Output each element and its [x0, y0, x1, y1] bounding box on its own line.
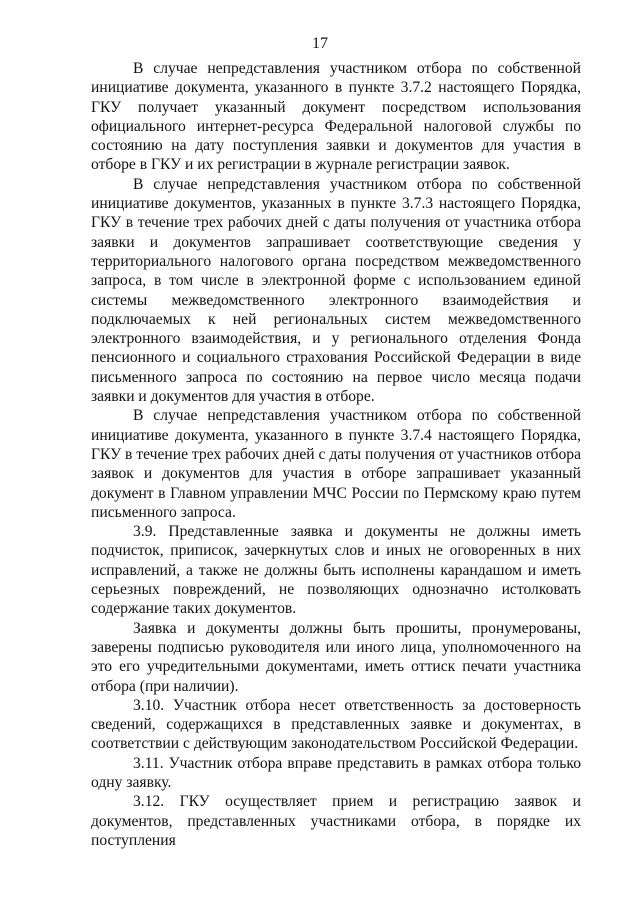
document-body [91, 59, 581, 850]
paragraph: В случае непредставления участником отбора по собственной инициативе документа, указанного в пункте 3.7.2 настоящего Порядка, ГКУ получает указанный документ посредством использования официального интернет-ресурса Федеральной налоговой службы по состоянию на дату поступления заявки и документов для участия в отборе в ГКУ и их регистрации в журнале регистрации заявок. [91, 60, 581, 174]
paragraph-3-10: 3.10. Участник отбора несет ответственность за достоверность сведений, содержащихся в представленных заявке и документах, в соответствии с действующим законодательством Российской Федерации. [91, 696, 581, 753]
paragraph: В случае непредставления участником отбора по собственной инициативе документа, указанного в пункте 3.7.4 настоящего Порядка, ГКУ в течение трех рабочих дней с даты получения от участников отбора заявок и документов для участия в отборе запрашивает указанный документ в Главном управлении МЧС России по Пермскому краю путем письменного запроса. [91, 407, 581, 521]
page-number: 17 [312, 35, 328, 52]
paragraph-3-11: 3.11. Участник отбора вправе представить в рамках отбора только одну заявку. [91, 754, 581, 791]
paragraph-3-12: 3.12. ГКУ осуществляет прием и регистрацию заявок и документов, представленных участниками отбора, в порядке их поступления [91, 793, 581, 849]
paragraph: В случае непредставления участником отбора по собственной инициативе документов, указанных в пункте 3.7.3 настоящего Порядка, ГКУ в течение трех рабочих дней с даты получения от участника отбора заявки и документов запрашивает соответствующие сведения у территориального налогового органа посредством межведомственного запроса, в том числе в электронной форме с использованием единой системы межведомственного электронного взаимодействия и подключаемых к ней региональных систем межведомственного электронного взаимодействия, и у регионального отделения Фонда пенсионного и социального страхования Российской Федерации в виде письменного запроса по состоянию на первое число месяца подачи заявки и документов для участия в отборе. [91, 175, 581, 406]
paragraph-3-9: 3.9. Представленные заявка и документы не должны иметь подчисток, приписок, зачеркнутых слов и иных не оговоренных в них исправлений, а также не должны быть исполнены карандашом и иметь серьезных повреждений, не позволяющих однозначно истолковать содержание таких документов. [91, 523, 581, 618]
paragraph: Заявка и документы должны быть прошиты, пронумерованы, заверены подписью руководителя или иного лица, уполномоченного на это его учредительными документами, иметь оттиск печати участника отбора (при наличии). [91, 619, 581, 695]
